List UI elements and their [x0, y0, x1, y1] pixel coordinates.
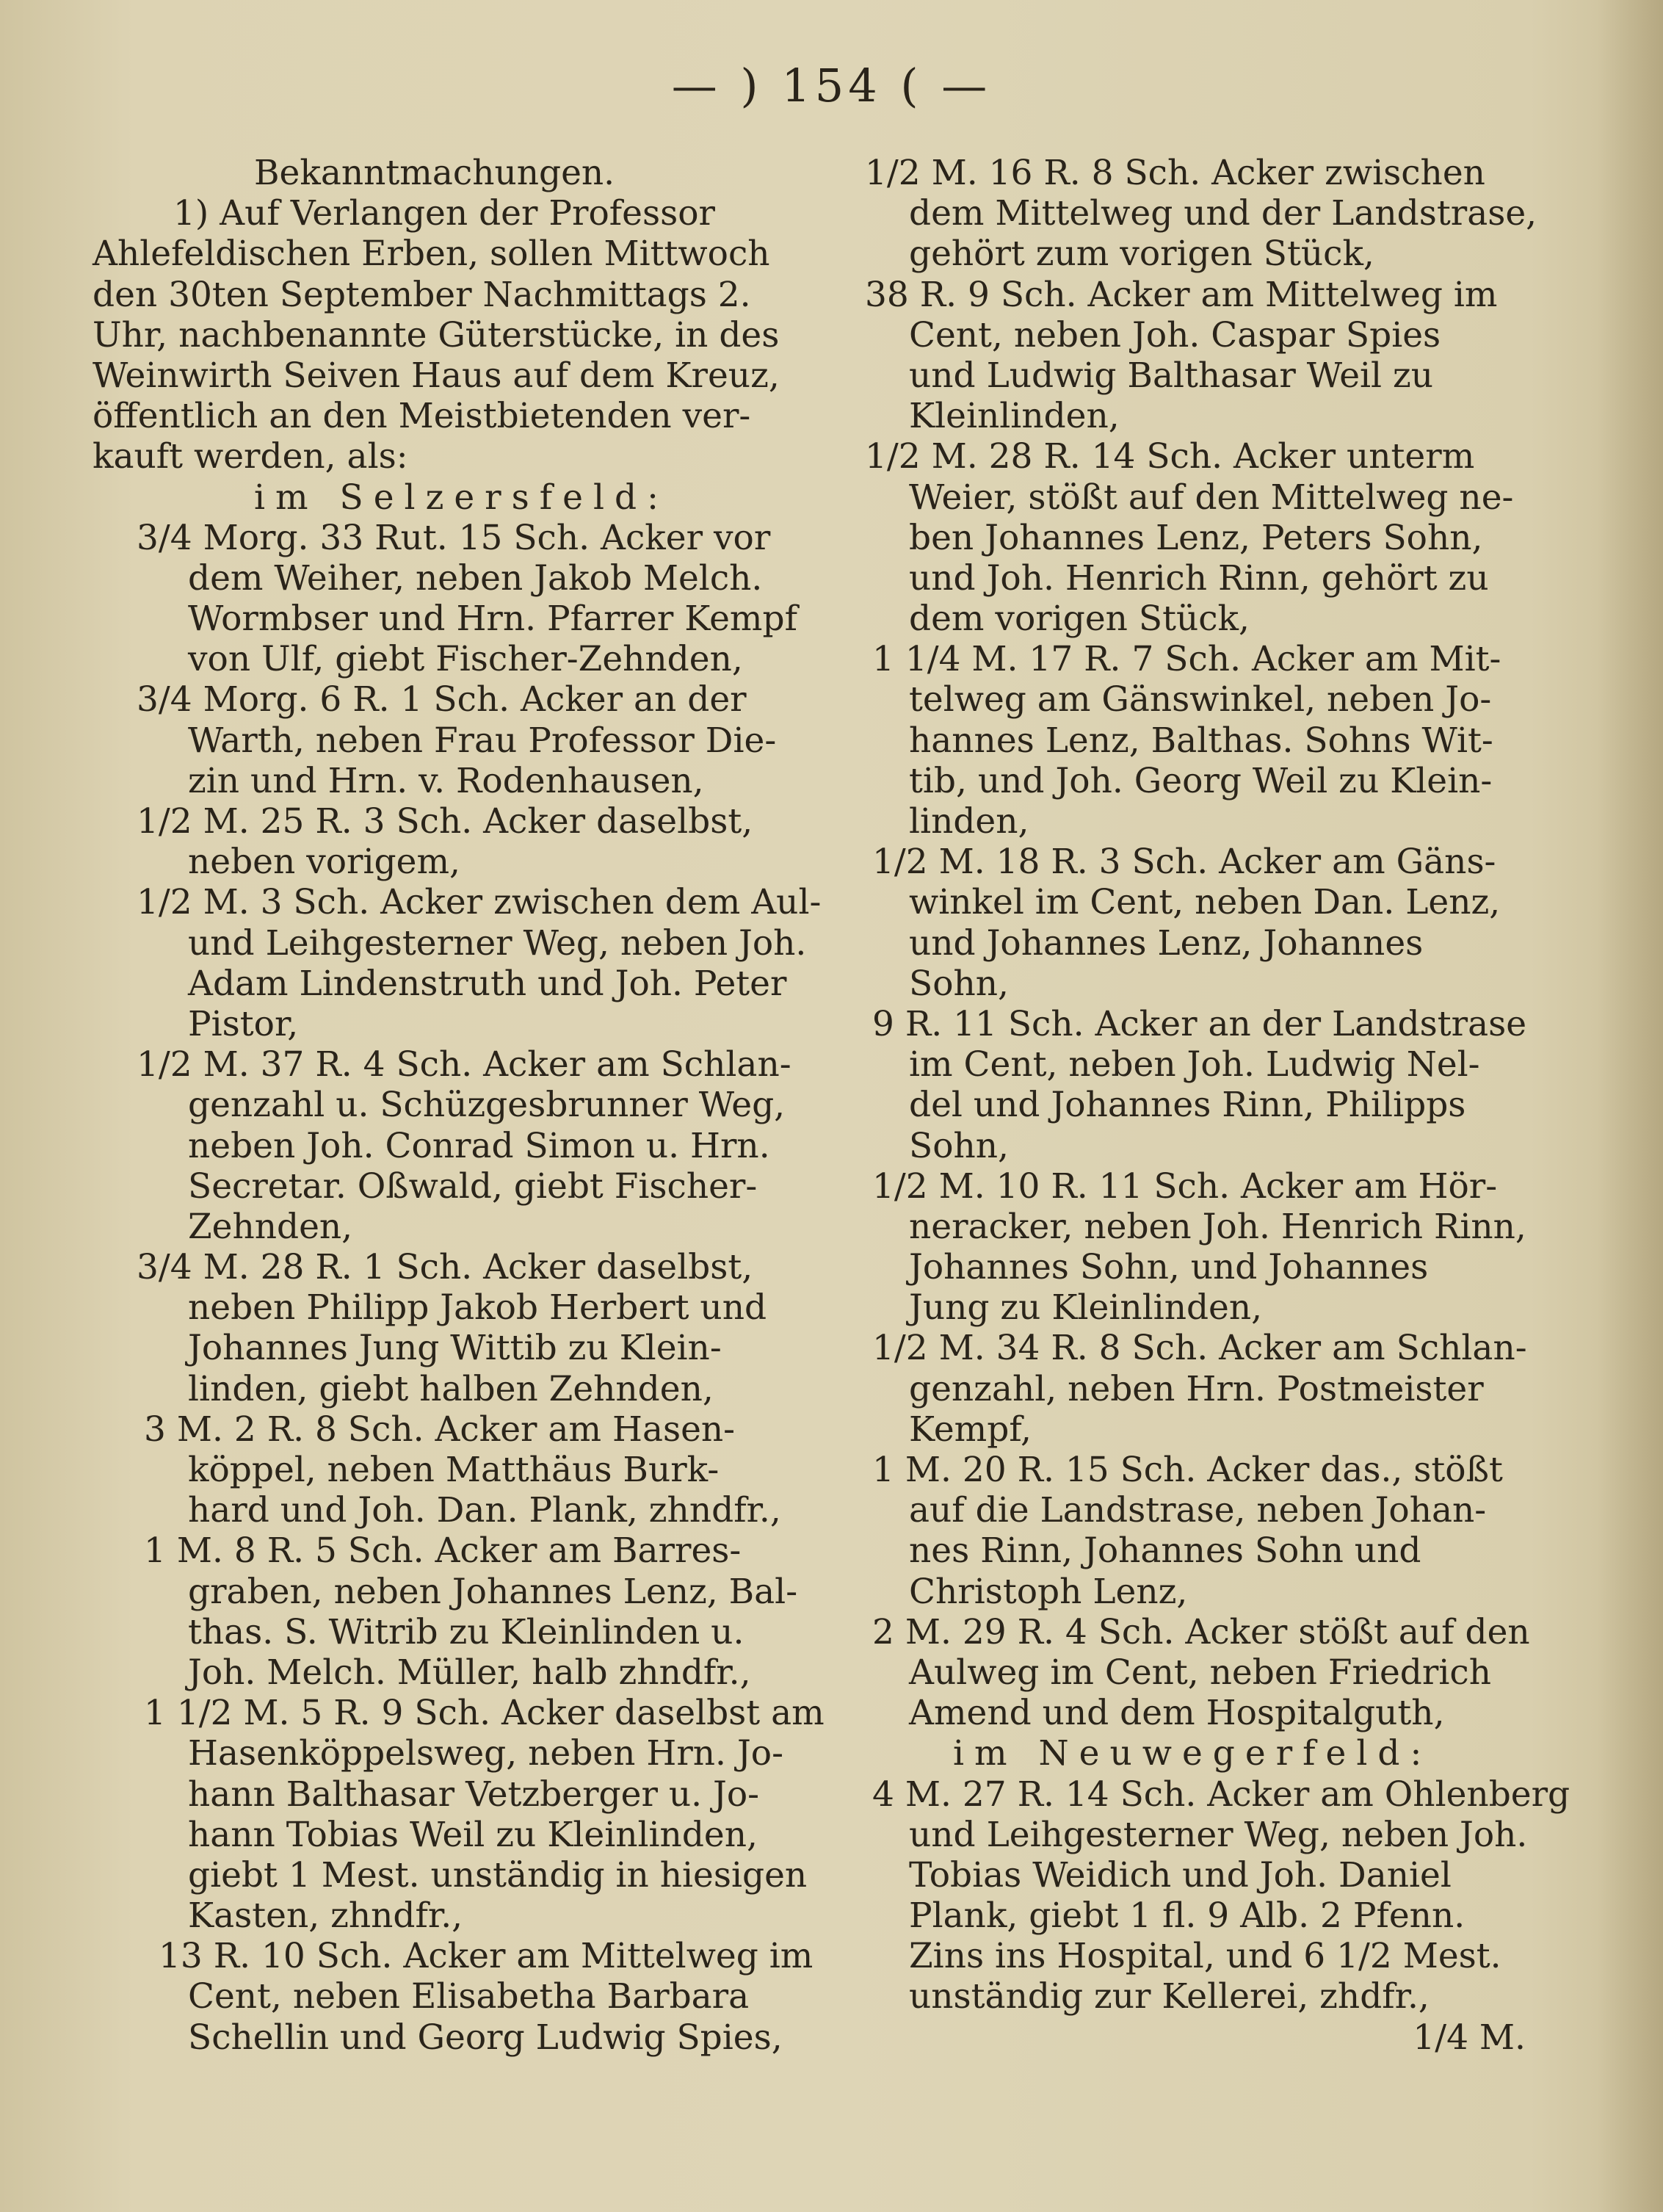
left-column-line: hann Tobias Weil zu Kleinlinden,	[188, 1814, 758, 1855]
left-column-line: Joh. Melch. Müller, halb zhndfr.,	[188, 1652, 751, 1693]
left-column-line: 3 M. 2 R. 8 Sch. Acker am Hasen-	[144, 1409, 736, 1450]
right-column-line: Kempf,	[909, 1409, 1032, 1450]
right-column-line: gehört zum vorigen Stück,	[909, 234, 1374, 275]
left-column-line: Cent, neben Elisabetha Barbara	[188, 1976, 750, 2017]
left-column-line: hard und Joh. Dan. Plank, zhndfr.,	[188, 1490, 781, 1531]
right-column-line: Christoph Lenz,	[909, 1571, 1188, 1612]
left-column-line: neben vorigem,	[188, 842, 460, 883]
right-column-line: dem Mittelweg und der Landstrase,	[909, 193, 1537, 234]
left-column-line: hann Balthasar Vetzberger u. Jo-	[188, 1774, 760, 1815]
left-column-line: linden, giebt halben Zehnden,	[188, 1368, 714, 1409]
left-column-line: giebt 1 Mest. unständig in hiesigen	[188, 1854, 808, 1895]
left-column-line: Hasenköppelsweg, neben Hrn. Jo-	[188, 1733, 783, 1774]
right-column-line: hannes Lenz, Balthas. Sohns Wit-	[909, 720, 1493, 761]
right-column-line: 1 M. 20 R. 15 Sch. Acker das., stößt	[872, 1450, 1503, 1490]
right-column-line: telweg am Gänswinkel, neben Jo-	[909, 679, 1492, 720]
right-column-line: Cent, neben Joh. Caspar Spies	[909, 314, 1441, 355]
left-column-line: 1/2 M. 3 Sch. Acker zwischen dem Aul-	[137, 882, 822, 923]
right-column-line: dem vorigen Stück,	[909, 599, 1250, 640]
left-column-line: Adam Lindenstruth und Joh. Peter	[188, 963, 787, 1004]
left-column-line: Bekanntmachungen.	[254, 153, 615, 193]
left-column-line: Ahlefeldischen Erben, sollen Mittwoch	[93, 234, 770, 275]
right-column-line: Jung zu Kleinlinden,	[909, 1287, 1263, 1329]
right-column-line: Amend und dem Hospitalguth,	[909, 1693, 1445, 1734]
page-number-header: — ) 154 ( —	[671, 59, 992, 112]
right-column-line: Sohn,	[909, 963, 1009, 1004]
right-column-line: Tobias Weidich und Joh. Daniel	[909, 1854, 1452, 1895]
right-column-line: Johannes Sohn, und Johannes	[909, 1247, 1429, 1288]
left-column-line: und Leihgesterner Weg, neben Joh.	[188, 922, 807, 964]
left-column-line: 1/2 M. 25 R. 3 Sch. Acker daselbst,	[137, 801, 753, 842]
left-column-line: den 30ten September Nachmittags 2.	[93, 274, 751, 315]
right-column-line: Zins ins Hospital, und 6 1/2 Mest.	[909, 1936, 1501, 1977]
right-column-line: 1/2 M. 18 R. 3 Sch. Acker am Gäns-	[872, 842, 1496, 883]
right-column-line: 1/2 M. 16 R. 8 Sch. Acker zwischen	[865, 153, 1485, 193]
right-column-line: Weier, stößt auf den Mittelweg ne-	[909, 477, 1514, 518]
right-column-line: neracker, neben Joh. Henrich Rinn,	[909, 1206, 1526, 1247]
left-column-line: öffentlich an den Meistbietenden ver-	[93, 396, 751, 437]
left-column-line: zin und Hrn. v. Rodenhausen,	[188, 760, 704, 801]
left-column-line: genzahl u. Schüzgesbrunner Weg,	[188, 1085, 786, 1126]
left-column-line: 1 M. 8 R. 5 Sch. Acker am Barres-	[144, 1530, 742, 1572]
left-column-line: 13 R. 10 Sch. Acker am Mittelweg im	[159, 1936, 814, 1977]
left-column-line: neben Joh. Conrad Simon u. Hrn.	[188, 1125, 770, 1166]
right-column-line: Plank, giebt 1 fl. 9 Alb. 2 Pfenn.	[909, 1895, 1465, 1937]
right-column-line: 2 M. 29 R. 4 Sch. Acker stößt auf den	[872, 1611, 1530, 1652]
left-column-line: graben, neben Johannes Lenz, Bal-	[188, 1571, 798, 1612]
left-column-line: 1/2 M. 37 R. 4 Sch. Acker am Schlan-	[137, 1044, 791, 1085]
left-column-line: im Selzersfeld:	[254, 477, 669, 518]
right-column-line: tib, und Joh. Georg Weil zu Klein-	[909, 760, 1493, 801]
left-column-line: 1 1/2 M. 5 R. 9 Sch. Acker daselbst am	[144, 1693, 825, 1734]
right-column-line: auf die Landstrase, neben Johan-	[909, 1490, 1487, 1531]
right-column-line: Sohn,	[909, 1125, 1009, 1166]
right-column-line: nes Rinn, Johannes Sohn und	[909, 1530, 1421, 1572]
page-edge-shadow	[1597, 0, 1663, 2212]
left-column-line: thas. S. Witrib zu Kleinlinden u.	[188, 1611, 744, 1652]
right-column-line: 1/2 M. 10 R. 11 Sch. Acker am Hör-	[872, 1165, 1498, 1207]
left-column-line: kauft werden, als:	[93, 436, 408, 477]
left-column-line: Uhr, nachbenannte Güterstücke, in des	[93, 314, 780, 355]
left-column	[93, 153, 825, 2058]
right-column-line: winkel im Cent, neben Dan. Lenz,	[909, 882, 1501, 923]
right-column-line: 1/2 M. 34 R. 8 Sch. Acker am Schlan-	[872, 1328, 1527, 1369]
left-column-line: Warth, neben Frau Professor Die-	[188, 720, 777, 761]
right-column-line: und Leihgesterner Weg, neben Joh.	[909, 1814, 1528, 1855]
left-column-line: neben Philipp Jakob Herbert und	[188, 1287, 767, 1329]
right-column-line: und Joh. Henrich Rinn, gehört zu	[909, 557, 1489, 599]
right-column-line: del und Johannes Rinn, Philipps	[909, 1085, 1466, 1126]
left-column-line: Zehnden,	[188, 1206, 353, 1247]
right-column-line: 1/4 M.	[1413, 2017, 1526, 2058]
right-column-line: 1/2 M. 28 R. 14 Sch. Acker unterm	[865, 436, 1475, 477]
left-column-line: dem Weiher, neben Jakob Melch.	[188, 557, 763, 599]
left-column-line: 3/4 Morg. 33 Rut. 15 Sch. Acker vor	[137, 517, 771, 558]
left-column-line: von Ulf, giebt Fischer-Zehnden,	[188, 639, 743, 680]
left-column-line: Wormbser und Hrn. Pfarrer Kempf	[188, 599, 797, 640]
right-column-line: Kleinlinden,	[909, 396, 1120, 437]
left-column-line: 3/4 M. 28 R. 1 Sch. Acker daselbst,	[137, 1247, 753, 1288]
right-column-line: unständig zur Kellerei, zhdfr.,	[909, 1976, 1430, 2017]
left-column-line: Weinwirth Seiven Haus auf dem Kreuz,	[93, 355, 780, 396]
left-column-line: Secretar. Oßwald, giebt Fischer-	[188, 1165, 758, 1207]
right-column-line: und Ludwig Balthasar Weil zu	[909, 355, 1434, 396]
left-column-line: köppel, neben Matthäus Burk-	[188, 1450, 720, 1490]
right-column-line: im Cent, neben Joh. Ludwig Nel-	[909, 1044, 1480, 1085]
left-column-line: Pistor,	[188, 1003, 299, 1044]
right-column-line: Aulweg im Cent, neben Friedrich	[909, 1652, 1491, 1693]
right-column-line: linden,	[909, 801, 1029, 842]
left-column-line: Schellin und Georg Ludwig Spies,	[188, 2017, 783, 2058]
right-column-line: 9 R. 11 Sch. Acker an der Landstrase	[872, 1003, 1527, 1044]
left-column-line: 1) Auf Verlangen der Professor	[173, 193, 715, 234]
left-column-line: 3/4 Morg. 6 R. 1 Sch. Acker an der	[137, 679, 747, 720]
right-column-line: 38 R. 9 Sch. Acker am Mittelweg im	[865, 274, 1498, 315]
right-column-line: genzahl, neben Hrn. Postmeister	[909, 1368, 1484, 1409]
left-column-line: Kasten, zhndfr.,	[188, 1895, 463, 1937]
right-column-line: und Johannes Lenz, Johannes	[909, 922, 1424, 964]
right-column-line: 4 M. 27 R. 14 Sch. Acker am Ohlenberg	[872, 1774, 1570, 1815]
right-column	[865, 153, 1570, 2058]
right-column-line: im Neuwegerfeld:	[953, 1733, 1432, 1774]
right-column-line: ben Johannes Lenz, Peters Sohn,	[909, 517, 1483, 558]
left-column-line: Johannes Jung Wittib zu Klein-	[188, 1328, 722, 1369]
right-column-line: 1 1/4 M. 17 R. 7 Sch. Acker am Mit-	[872, 639, 1501, 680]
